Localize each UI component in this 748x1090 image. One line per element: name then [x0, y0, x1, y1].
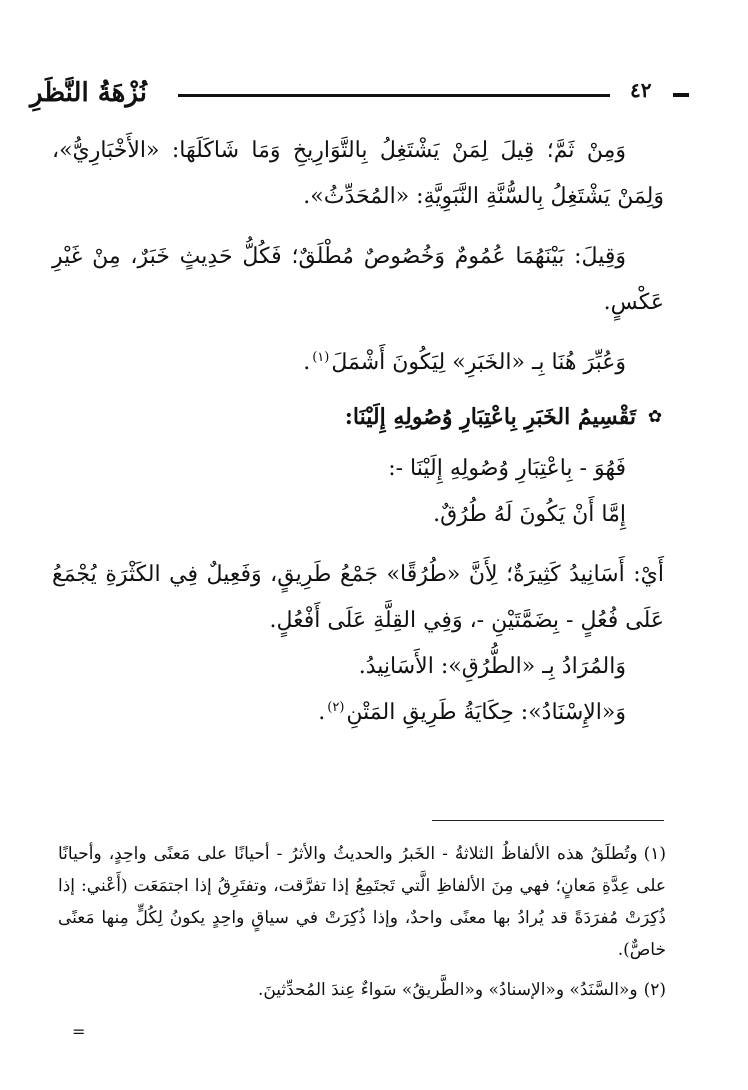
paragraph-3: وَعُبِّرَ هُنَا بِـ «الخَبَرِ» لِيَكُونَ أَشْمَلَ$^{(١)}$.: [303, 349, 626, 375]
footnote-1-number: (١): [643, 844, 666, 864]
page-number: ٤٢: [630, 78, 652, 102]
section-heading-text: تَقْسِيمُ الخَبَرِ بِاعْتِبَارِ وُصُولِهِ إِلَيْنَا:: [344, 404, 636, 430]
paragraph-1: وَمِنْ ثَمَّ؛ قِيلَ لِمَنْ يَشْتَغِلُ بِالتَّوَارِيخِ وَمَا شَاكَلَهَا: «الأَخْبَارِيُّ»، وَلِمَنْ يَشْتَغِلُ بِالسُّنَّةِ النَّبَوِيَّةِ: «المُحَدِّثُ».: [52, 138, 664, 209]
footnote-ref-2[interactable]: (٢): [327, 699, 345, 715]
footnote-ref-1[interactable]: (١): [312, 349, 330, 365]
paragraph-8-text: وَ«الإِسْنَادُ»: حِكَايَةُ طَرِيقِ المَتْنِ: [346, 700, 626, 725]
paragraph-8: وَ«الإِسْنَادُ»: حِكَايَةُ طَرِيقِ المَتْنِ$^{(٢)}$.: [318, 699, 626, 725]
paragraph-7: وَالمُرَادُ بِـ «الطُّرُقِ»: الأَسَانِيدُ.: [358, 654, 626, 679]
paragraph-5: إِمَّا أَنْ يَكُونَ لَهُ طُرُقٌ.: [433, 502, 626, 527]
header-dash: [673, 93, 689, 97]
continuation-mark: =: [72, 1022, 86, 1041]
flower-ornament-icon: ✿: [647, 407, 663, 427]
paragraph-6: أَيْ: أَسَانِيدُ كَثِيرَةٌ؛ لِأَنَّ «طُرُقًا» جَمْعُ طَرِيقٍ، وَفَعِيلٌ فِي الكَثْرَةِ يُجْمَعُ عَلَى فُعُلٍ - بِضَمَّتَيْنِ -، وَفِي القِلَّةِ عَلَى أَفْعُلٍ.: [52, 562, 664, 633]
book-title: نُزْهَةُ النَّظَرِ: [30, 78, 147, 108]
section-heading: [52, 394, 664, 440]
footnotes: [58, 838, 666, 1006]
footnote-2-text: و«السَّنَدُ» و«الإسنادُ» و«الطَّريقُ» سَواءٌ عِندَ المُحدِّثينَ.: [257, 980, 638, 1000]
footnote-2: [58, 974, 666, 1006]
footnote-2-number: (٢): [643, 980, 666, 1000]
header-rule: [178, 94, 610, 97]
paragraph-4: فَهُوَ - بِاعْتِبَارِ وُصُولِهِ إِلَيْنَا -:: [388, 456, 626, 481]
paragraph-3-text: وَعُبِّرَ هُنَا بِـ «الخَبَرِ» لِيَكُونَ أَشْمَلَ: [331, 350, 626, 375]
footnote-divider: [432, 820, 664, 821]
page-header: [30, 78, 670, 114]
main-text: [52, 128, 664, 736]
footnote-1: [58, 838, 666, 966]
footnote-1-text: وتُطلَقُ هذه الألفاظُ الثلاثةُ - الخَبرُ والحديثُ والأثرُ - أحيانًا على مَعنًى واحِدٍ، وأحيانًا على عِدَّةِ مَعانٍ؛ فهي مِنَ الألفاظِ الَّتي تَجتَمِعُ إذا تفرَّقت، وتفتَرِقُ إذا اجتمَعَت (أَعْني: إذا ذُكِرَتْ مُفرَدَةً قد يُرادُ بها معنًى واحدٌ، وإذا ذُكِرَتْ في سياقٍ واحِدٍ يكونُ لِكُلٍّ مِنها مَعنًى خاصٌّ).: [58, 844, 666, 960]
paragraph-2: وَقِيلَ: بَيْنَهُمَا عُمُومٌ وَخُصُوصٌ مُطْلَقٌ؛ فَكُلُّ حَدِيثٍ خَبَرٌ، مِنْ غَيْرِ عَكْسٍ.: [52, 244, 664, 315]
